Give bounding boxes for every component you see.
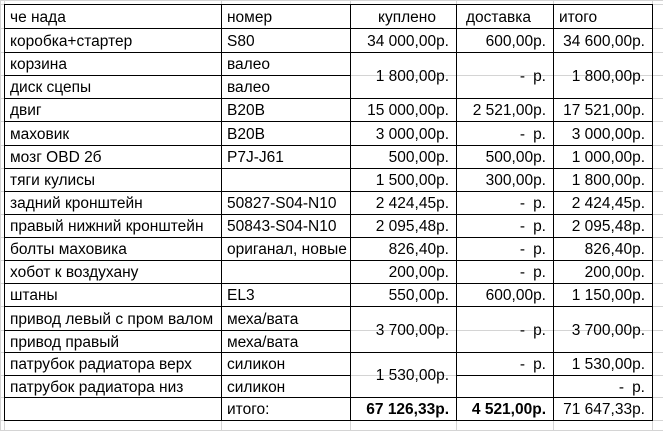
gridline: [0, 0, 1, 431]
number-cell: 50827-S04-N10: [227, 195, 337, 212]
gridline: [0, 0, 663, 1]
bought-cell: 3 000,00р.: [375, 126, 449, 143]
cell-border: [221, 237, 351, 238]
header-number: номер: [227, 9, 273, 26]
cell-border: [4, 330, 222, 331]
cell-border: [4, 145, 222, 146]
delivery-cell: - р.: [519, 218, 546, 235]
header-item: че нада: [10, 9, 66, 26]
bought-cell: 3 700,00р.: [375, 322, 449, 339]
delivery-cell: - р.: [519, 126, 546, 143]
item-cell: привод левый с пром валом: [10, 311, 214, 328]
bought-cell: 1 500,00р.: [375, 172, 449, 189]
cell-border: [221, 75, 351, 76]
cell-border: [350, 283, 457, 284]
cell-border: [221, 306, 351, 307]
cell-border: [456, 306, 554, 307]
cell-border: [652, 4, 653, 421]
cell-border: [553, 168, 653, 169]
item-cell: патрубок радиатора низ: [10, 379, 184, 396]
cell-border: [553, 28, 653, 29]
cell-border: [4, 52, 222, 53]
total-cell: 1 150,00р.: [571, 287, 645, 304]
cell-border: [350, 168, 457, 169]
item-cell: двиг: [10, 102, 42, 119]
cell-border: [553, 306, 653, 307]
cell-border: [4, 375, 222, 376]
item-cell: корзина: [10, 56, 67, 73]
number-cell: меха/вата: [227, 334, 299, 351]
cell-border: [456, 28, 554, 29]
cell-border: [553, 191, 653, 192]
number-cell: B20B: [227, 102, 265, 119]
item-cell: диск сцепы: [10, 79, 92, 96]
cell-border: [4, 283, 222, 284]
total-cell: 3 000,00р.: [571, 126, 645, 143]
cell-border: [553, 98, 653, 99]
cell-border: [4, 420, 653, 421]
cell-border: [456, 98, 554, 99]
cell-border: [4, 98, 222, 99]
cell-border: [350, 306, 457, 307]
cell-border: [4, 121, 222, 122]
cell-border: [4, 352, 222, 353]
total-cell: 200,00р.: [584, 264, 645, 281]
totals-total: 71 647,33р.: [563, 401, 645, 418]
item-cell: тяги кулисы: [10, 172, 96, 189]
cell-border: [456, 352, 554, 353]
header-delivery: доставка: [466, 9, 531, 26]
cell-border: [553, 121, 653, 122]
item-cell: болты маховика: [10, 241, 127, 258]
cell-border: [4, 260, 222, 261]
cell-border: [456, 237, 554, 238]
item-cell: патрубок радиатора верх: [10, 356, 192, 373]
delivery-cell: 600,00р.: [485, 33, 546, 50]
cell-border: [350, 4, 351, 421]
number-cell: EL3: [227, 287, 255, 304]
cell-border: [350, 4, 457, 5]
cell-border: [350, 28, 457, 29]
bought-cell: 1 530,00р.: [375, 367, 449, 384]
cell-border: [221, 283, 351, 284]
cell-border: [350, 237, 457, 238]
bought-cell: 826,40р.: [388, 241, 449, 258]
cell-border: [456, 260, 554, 261]
cell-border: [221, 52, 351, 53]
cell-border: [456, 145, 554, 146]
totals-bought: 67 126,33р.: [366, 401, 449, 418]
number-cell: B20B: [227, 126, 265, 143]
total-cell: 1 800,00р.: [571, 68, 645, 85]
cell-border: [553, 397, 653, 398]
cell-border: [456, 191, 554, 192]
cell-border: [4, 191, 222, 192]
item-cell: привод правый: [10, 334, 120, 351]
bought-cell: 2 095,48р.: [375, 218, 449, 235]
number-cell: силикон: [227, 379, 286, 396]
delivery-cell: - р.: [519, 195, 546, 212]
cell-border: [553, 352, 653, 353]
header-total: итого: [559, 9, 598, 26]
item-cell: мозг OBD 2б: [10, 149, 102, 166]
cell-border: [456, 168, 554, 169]
number-cell: силикон: [227, 356, 286, 373]
bought-cell: 1 800,00р.: [375, 68, 449, 85]
total-cell: 826,40р.: [584, 241, 645, 258]
cell-border: [350, 260, 457, 261]
cell-border: [221, 145, 351, 146]
delivery-cell: 600,00р.: [485, 287, 546, 304]
total-cell: - р.: [618, 379, 645, 396]
delivery-cell: - р.: [519, 68, 546, 85]
cell-border: [4, 237, 222, 238]
number-cell: меха/вата: [227, 311, 299, 328]
cell-border: [350, 98, 457, 99]
item-cell: коробка+стартер: [10, 33, 133, 50]
cell-border: [456, 4, 554, 5]
delivery-cell: - р.: [519, 241, 546, 258]
cell-border: [456, 375, 554, 376]
number-cell: валео: [227, 56, 270, 73]
item-cell: хобот к воздухану: [10, 264, 139, 281]
delivery-cell: - р.: [519, 264, 546, 281]
cell-border: [350, 214, 457, 215]
cell-border: [456, 283, 554, 284]
total-cell: 2 424,45р.: [571, 195, 645, 212]
totals-label: итого:: [227, 401, 270, 418]
item-cell: штаны: [10, 287, 58, 304]
number-cell: 50843-S04-N10: [227, 218, 337, 235]
number-cell: P7J-J61: [227, 149, 284, 166]
item-cell: правый нижний кронштейн: [10, 218, 204, 235]
header-bought: куплено: [378, 9, 436, 26]
cell-border: [350, 145, 457, 146]
delivery-cell: 2 521,00р.: [472, 102, 546, 119]
cell-border: [4, 75, 222, 76]
total-cell: 1 800,00р.: [571, 172, 645, 189]
cell-border: [456, 214, 554, 215]
cell-border: [4, 397, 222, 398]
cell-border: [553, 260, 653, 261]
cell-border: [456, 397, 554, 398]
cell-border: [350, 121, 457, 122]
cell-border: [456, 121, 554, 122]
total-cell: 34 600,00р.: [563, 33, 645, 50]
cell-border: [350, 352, 457, 353]
cell-border: [221, 214, 351, 215]
cell-border: [4, 306, 222, 307]
total-cell: 2 095,48р.: [571, 218, 645, 235]
bought-cell: 2 424,45р.: [375, 195, 449, 212]
total-cell: 3 700,00р.: [571, 322, 645, 339]
cell-border: [553, 214, 653, 215]
cell-border: [221, 191, 351, 192]
cell-border: [221, 4, 351, 5]
cell-border: [221, 168, 351, 169]
delivery-cell: 500,00р.: [485, 149, 546, 166]
cell-border: [553, 4, 653, 5]
cell-border: [553, 145, 653, 146]
bought-cell: 500,00р.: [388, 149, 449, 166]
item-cell: задний кронштейн: [10, 195, 143, 212]
cell-border: [456, 52, 554, 53]
number-cell: валео: [227, 79, 270, 96]
cell-border: [553, 283, 653, 284]
cell-border: [553, 52, 653, 53]
bought-cell: 200,00р.: [388, 264, 449, 281]
cell-border: [221, 397, 351, 398]
total-cell: 17 521,00р.: [563, 102, 645, 119]
number-cell: S80: [227, 33, 255, 50]
cell-border: [221, 330, 351, 331]
totals-delivery: 4 521,00р.: [471, 401, 546, 418]
delivery-cell: - р.: [519, 322, 546, 339]
total-cell: 1 000,00р.: [571, 149, 645, 166]
delivery-cell: 300,00р.: [485, 172, 546, 189]
item-cell: маховик: [10, 126, 70, 143]
cell-border: [4, 168, 222, 169]
bought-cell: 15 000,00р.: [367, 102, 449, 119]
cell-border: [221, 260, 351, 261]
cell-border: [221, 352, 351, 353]
cell-border: [221, 375, 351, 376]
cell-border: [350, 52, 457, 53]
cell-border: [350, 397, 457, 398]
cell-border: [221, 121, 351, 122]
delivery-cell: - р.: [519, 356, 546, 373]
cell-border: [553, 375, 653, 376]
number-cell: ориганал, новые: [227, 241, 347, 258]
cell-border: [4, 214, 222, 215]
cell-border: [221, 28, 351, 29]
bought-cell: 34 000,00р.: [367, 33, 449, 50]
bought-cell: 550,00р.: [388, 287, 449, 304]
cell-border: [553, 237, 653, 238]
cell-border: [4, 28, 222, 29]
cell-border: [4, 4, 222, 5]
cell-border: [350, 191, 457, 192]
cell-border: [221, 98, 351, 99]
total-cell: 1 530,00р.: [571, 356, 645, 373]
